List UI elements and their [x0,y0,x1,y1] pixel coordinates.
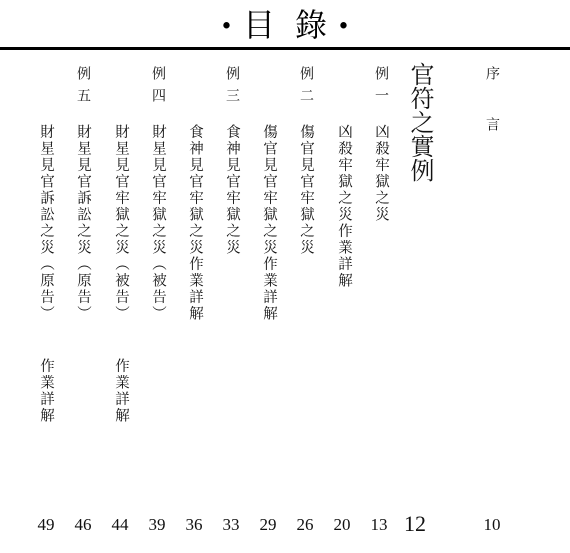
toc-entry-example-1[interactable]: 凶殺牢獄之災 [373,124,389,223]
toc-entry-example-4-detail-cont[interactable]: 作業詳解 [113,358,129,424]
title-dot-left: • [220,14,233,40]
toc-example-label-4: 例四 [150,66,166,110]
toc-entry-example-3[interactable]: 食神見官牢獄之災 [224,124,240,256]
toc-page-example-5: 46 [74,515,92,534]
toc-entry-example-4[interactable]: 財星見官牢獄之災（被告） [150,124,166,322]
toc-page-preface: 10 [483,515,501,534]
toc-page-section: 12 [404,511,426,536]
toc-page-example-3-detail: 36 [185,515,203,534]
toc-entry-example-5-detail[interactable]: 財星見官訴訟之災（原告） [38,124,54,322]
title-char-1: 目 [242,6,275,44]
toc-page-example-3: 33 [222,515,240,534]
toc-page-example-4-detail: 44 [111,515,129,534]
toc-page-example-5-detail: 49 [37,515,55,534]
toc-example-label-5: 例五 [75,66,91,110]
toc-page-example-2-detail: 29 [259,515,277,534]
toc-example-label-3: 例三 [224,66,240,110]
toc-entry-example-3-detail[interactable]: 食神見官牢獄之災作業詳解 [187,124,203,322]
toc-example-label-2: 例二 [298,66,314,110]
toc-page-example-1-detail: 20 [333,515,351,534]
toc-section-heading[interactable]: 官符之實例 [406,62,434,182]
title-dot-right: • [337,14,350,40]
toc-entry-preface[interactable]: 序 言 [484,66,500,134]
toc-entry-example-2-detail[interactable]: 傷官見官牢獄之災作業詳解 [261,124,277,322]
toc-entry-example-5-detail-cont[interactable]: 作業詳解 [38,358,54,424]
title-char-2: 錄 [295,6,328,44]
page-title [0,2,570,48]
toc-page-example-1: 13 [370,515,388,534]
title-divider [0,47,570,50]
toc-page-example-4: 39 [148,515,166,534]
toc-entry-example-1-detail[interactable]: 凶殺牢獄之災作業詳解 [336,124,352,289]
toc-example-label-1: 例一 [373,66,389,110]
toc-entry-example-4-detail[interactable]: 財星見官牢獄之災（被告） [113,124,129,322]
toc-page-example-2: 26 [296,515,314,534]
toc-entry-example-5[interactable]: 財星見官訴訟之災（原告） [75,124,91,322]
toc-entry-example-2[interactable]: 傷官見官牢獄之災 [298,124,314,256]
